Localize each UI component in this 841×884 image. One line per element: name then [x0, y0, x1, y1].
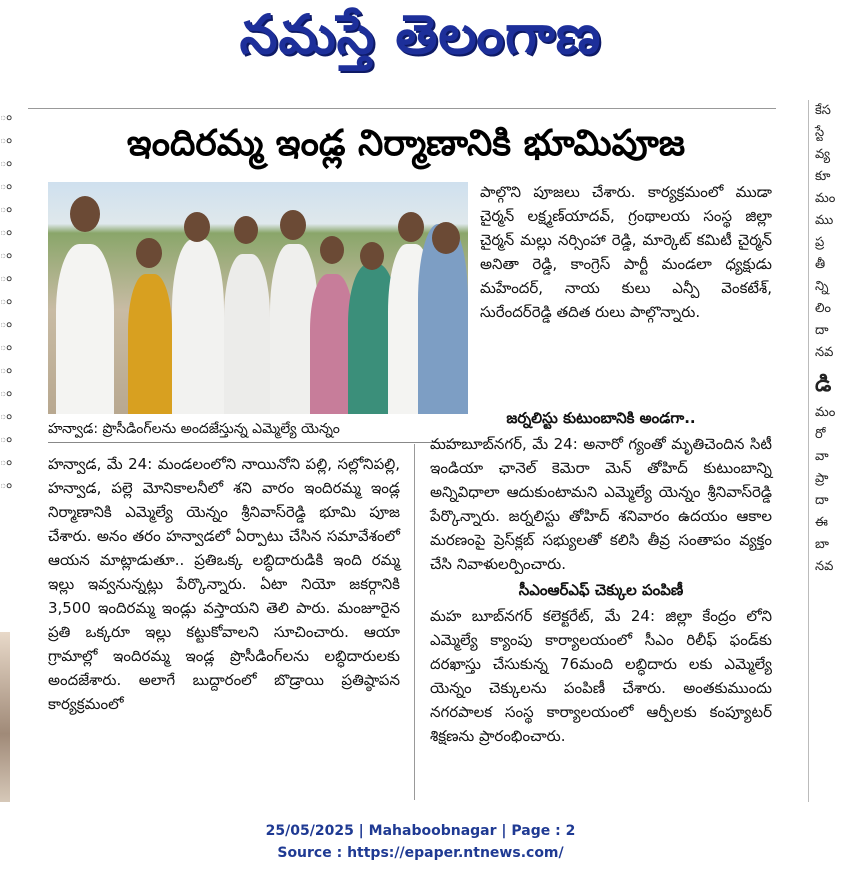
edge-left-fragment: ం	[0, 271, 12, 284]
edge-right-fragment: ప్ర	[815, 235, 825, 250]
edge-left-fragment: ం	[0, 248, 12, 261]
edge-right-fragment: నవ	[815, 345, 834, 360]
edge-left-fragment: ం	[0, 409, 12, 422]
article-headline: ఇందిరమ్మ ఇండ్ల నిర్మాణానికి భూమిపూజ	[126, 123, 686, 164]
edge-left-fragment: ం	[0, 478, 12, 491]
edge-left-fragment: ం	[0, 294, 12, 307]
edge-right-fragment: మం	[815, 191, 836, 206]
footer-date-edition: 25/05/2025 | Mahaboobnagar | Page : 2	[265, 823, 576, 839]
edge-right-fragment: డి	[815, 372, 832, 397]
edge-right-fragment: కూ	[815, 169, 831, 184]
edge-right-fragment: వ్య	[815, 147, 831, 162]
edge-left-fragment: ం	[0, 156, 12, 169]
edge-right-fragment: లిం	[815, 301, 832, 316]
edge-left-fragment: ం	[0, 386, 12, 399]
edge-left-fragment: ం	[0, 202, 12, 215]
article-text-column-2: పాల్గొని పూజలు చేశారు. కార్యక్రమంలో ముడా చైర్మన్ లక్ష్మణ్‌యాదవ్, గ్రంథాలయ సంస్థ జిల్లా చైర్మన్ మల్లు నర్సింహా రెడ్డి, మార్కెట్ కమిటీ చైర్మన్ అనితా రెడ్డి, కాంగ్రెస్ పార్టీ మండలా ధ్యక్షుడు మహేందర్, నాయ కులు ఎన్పీ వెంకటేశ్, సురేందర్‌రెడ్డి తదిత రులు పాల్గొన్నారు.	[480, 183, 772, 321]
edge-right-fragment: దా	[815, 323, 829, 338]
page-footer	[0, 820, 841, 864]
edge-left-fragment: ం	[0, 432, 12, 445]
edge-left-fragment: ం	[0, 317, 12, 330]
edge-right-fragment: స్టే	[815, 125, 825, 140]
edge-right-fragment: ము	[815, 213, 834, 228]
edge-right-fragment: బా	[815, 537, 829, 552]
edge-right-fragment: న్ని	[815, 279, 829, 294]
column-divider	[414, 444, 415, 800]
edge-right-fragment: ఈ	[815, 515, 828, 530]
newspaper-masthead: నమస్తే తెలంగాణ	[239, 3, 602, 66]
edge-left-fragment: ం	[0, 363, 12, 376]
article2-title: జర్నలిస్టు కుటుంబానికి అండగా..	[506, 409, 696, 427]
edge-left-fragment: ం	[0, 179, 12, 192]
article-text-column-1: హన్వాడ, మే 24: మండలంలోని నాయినోని పల్లి, సల్లోనిపల్లి, హన్వాడ, పల్లె మోనికాలనీలో శని వారం ఇందిరమ్మ ఇండ్ల నిర్మాణానికి ఎమ్మెల్యే యెన్నం శ్రీనివాస్‌రెడ్డి భూమి పూజ చేశారు. అనం తరం హన్వాడలో ఏర్పాటు చేసిన సమావేశంలో ఆయన మాట్లాడుతూ.. ప్రతిఒక్క లబ్ధిదారుడికి ఇంది రమ్మ ఇల్లు ఇవ్వనున్నట్లు పేర్కొన్నారు. ఏటా నియో జకర్గానికి 3,500 ఇందిరమ్మ ఇండ్లు వస్తాయని తెలి పారు. మంజూరైన ప్రతి ఒక్కరూ ఇల్లు కట్టుకోవాలని సూచించారు. ఆయా గ్రామాల్లో ఇందిరమ్మ ఇండ్ల ప్రొసీడింగ్‌లను లబ్ధిదారులకు అందజేశారు. అలాగే బుద్దారంలో బొడ్రాయి ప్రతిష్ఠాపన కార్యక్రమంలో	[48, 455, 400, 713]
edge-left-fragment: ం	[0, 455, 12, 468]
edge-right-fragment: కేస	[815, 103, 831, 118]
edge-left-fragment: ం	[0, 110, 12, 123]
edge-right-fragment: నవ	[815, 559, 834, 574]
edge-right-fragment: ప్రా	[815, 471, 829, 486]
article3-text: మహ బూబ్‌నగర్ కలెక్టరేట్, మే 24: జిల్లా కేంద్రం లోని ఎమ్మెల్యే క్యాంపు కార్యాలయంలో సీఎం రిలీఫ్ ఫండ్‌కు దరఖాస్తు చేసుకున్న 76మంది లబ్ధిదారు లకు ఎమ్మెల్యే యెన్నం చెక్కులను పంపిణీ చేశారు. అంతకుముందు నగరపాలక సంస్థ కార్యాలయంలో ఆర్పీలకు కంప్యూటర్ శిక్షణను ప్రారంభించారు.	[430, 607, 772, 745]
adjacent-column-left	[0, 110, 12, 520]
edge-left-fragment: ం	[0, 340, 12, 353]
adjacent-column-right	[808, 100, 841, 802]
edge-right-fragment: దా	[815, 493, 829, 508]
footer-source: Source : https://epaper.ntnews.com/	[277, 845, 564, 861]
edge-right-fragment: వా	[815, 449, 829, 464]
side-articles	[430, 404, 772, 748]
edge-left-fragment: ం	[0, 225, 12, 238]
news-photo	[48, 182, 468, 414]
article2-text: మహబూబ్‌నగర్, మే 24: అనారో గ్యంతో మృతిచెందిన సిటీ ఇండియా ఛానెల్ కెమెరా మెన్ తోహిద్ కుటుంబాన్ని అన్నివిధాలా ఆదుకుంటామని ఎమ్మెల్యే యెన్నం శ్రీనివాస్‌రెడ్డి పేర్కొన్నారు. జర్నలిస్టు తోహిద్ శనివారం ఉదయం ఆకాల మరణంపై ప్రెస్‌క్లబ్ సభ్యులతో కలిసి తీవ్ర సంతాపం వ్యక్తం చేసి నివాళులర్పించారు.	[430, 435, 772, 573]
photo-caption: హన్వాడ: ప్రొసీడింగ్‌లను అందజేస్తున్న ఎమ్మెల్యే యెన్నం	[48, 416, 468, 443]
edge-right-fragment: తీ	[815, 257, 826, 272]
edge-left-fragment: ం	[0, 133, 12, 146]
adjacent-photo-left	[0, 632, 10, 802]
article3-title: సీఎంఆర్‌ఎఫ్ చెక్కుల పంపిణీ	[518, 581, 684, 599]
edge-right-fragment: రో	[815, 427, 826, 442]
edge-right-fragment: మం	[815, 405, 836, 420]
